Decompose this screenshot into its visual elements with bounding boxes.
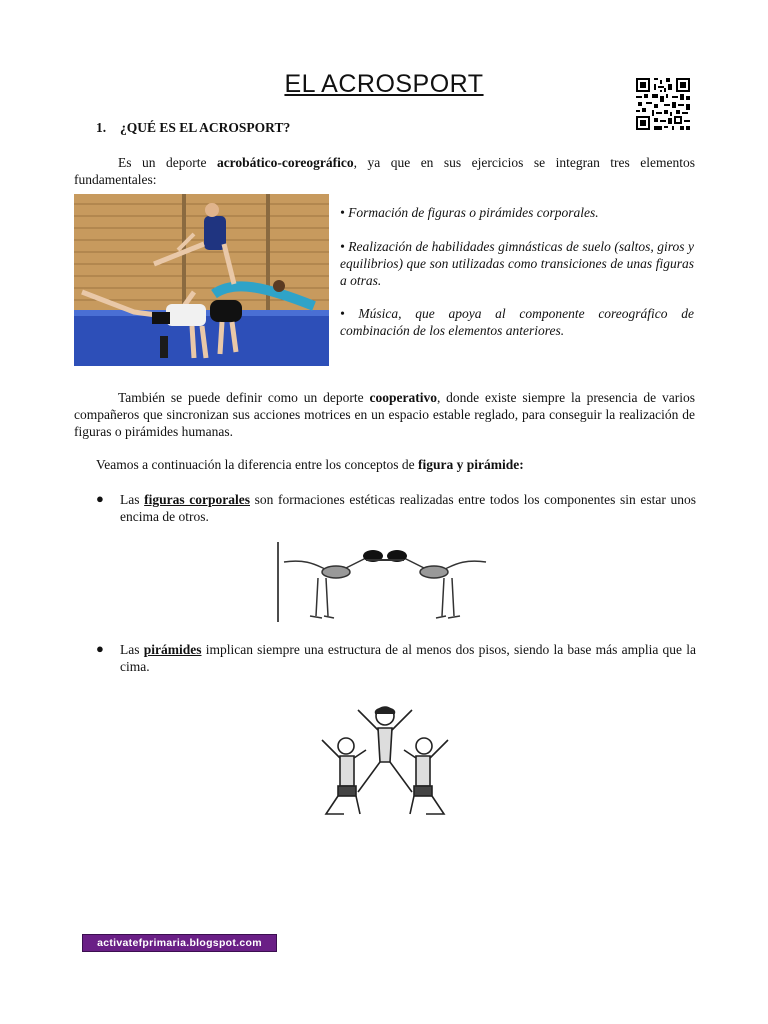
cooperative-paragraph: También se puede definir como un deporte cooperativo, donde existe siempre la presencia de varios compañeros que sincronizan sus acciones motrices en un espacio estable reglado, para conseguir la realización de figuras o pirámides humanas. [74,390,695,439]
bullet-item-skills: • Realización de habilidades gimnásticas de suelo (saltos, giros y equilibrios) que son utilizadas como transiciones de unas figuras a otras. [340,239,694,288]
section-number: 1. [96,120,107,135]
cooperative-bold: cooperativo [369,390,437,405]
footer-blog-badge[interactable]: activatefprimaria.blogspot.com [82,934,277,952]
acrosport-photo [74,194,329,366]
list-item-figuras: ● Las figuras corporales son formaciones estéticas realizadas entre todos los componentes sin estar unos encima de otros. [96,491,696,524]
piramides-term: pirámides [143,642,202,657]
figuras-term: figuras corporales [144,492,250,507]
intro-text-bold: acrobático-coreográfico [216,155,354,170]
bullet-dot-icon: ● [96,491,104,506]
intro-text-pre: Es un deporte [118,155,217,170]
difference-paragraph: Veamos a continuación la diferencia entre los conceptos de figura y pirámide: [96,457,524,472]
section-heading [96,120,290,136]
qr-code-icon [636,78,690,130]
pyramid-illustration [312,700,458,824]
section-title: ¿QUÉ ES EL ACROSPORT? [120,120,291,135]
bullet-item-music: • Música, que apoya al componente coreográfico de combinación de los elementos anteriores. [340,306,694,338]
bullet-item-figures: • Formación de figuras o pirámides corporales. [340,205,599,220]
intro-paragraph [74,154,695,188]
body-figure-illustration [270,538,500,624]
difference-bold: figura y pirámide: [418,457,524,472]
intro-text-post: , ya que en sus ejercicios se integran tres elementos fundamentales: [74,155,696,187]
page-title: EL ACROSPORT [284,70,484,98]
list-item-piramides: ● Las pirámides implican siempre una estructura de al menos dos pisos, siendo la base más amplia que la cima. [96,641,696,674]
bullet-dot-icon: ● [96,641,104,656]
